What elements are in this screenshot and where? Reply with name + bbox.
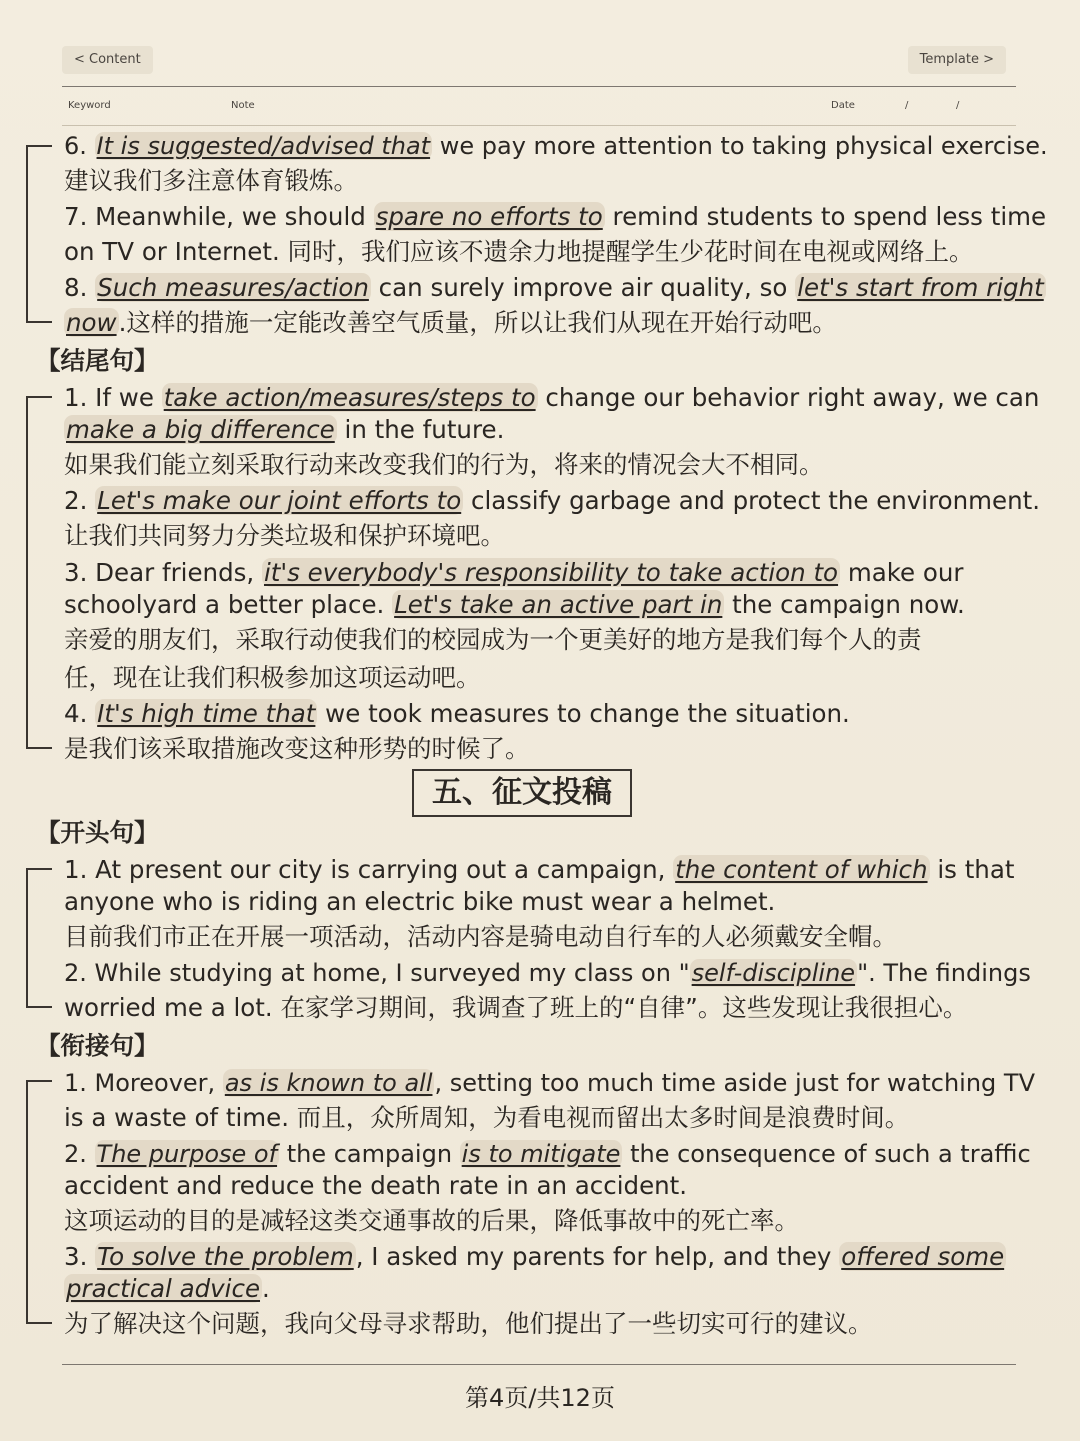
keyword-label: Keyword [68,100,111,111]
ending-1-en [64,382,1039,414]
highlight-phrase: it's everybody's responsibility to take action to [263,558,839,587]
text: 2. While studying at home, I surveyed my class on " [64,959,690,987]
text: 3. Dear friends, [64,558,262,587]
bracket-group-1 [26,145,28,323]
note-label: Note [231,100,255,111]
text: .这样的措施一定能改善空气质量，所以让我们从现在开始行动吧。 [118,308,837,337]
highlight-phrase: To solve the problem [97,1242,354,1271]
ending-3-cn-cont: 任，现在让我们积极参加这项运动吧。 [64,663,481,692]
highlight-phrase: is to mitigate [461,1140,621,1168]
text: is that [929,855,1015,884]
text: we took measures to change the situation. [317,699,850,728]
linking-2-cn: 这项运动的目的是减轻这类交通事故的后果，降低事故中的死亡率。 [64,1206,799,1235]
highlight-phrase: It is suggested/advised that [96,132,431,160]
meta-divider [62,125,1016,126]
sentence-7-cont: on TV or Internet. 同时，我们应该不遗余力地提醒学生少花时间在电视或网络上。 [64,237,974,266]
opening-1-en-cont: anyone who is riding an electric bike must wear a helmet. [64,887,776,916]
text: in the future. [336,415,505,444]
highlight-phrase: self-discipline [691,959,856,987]
highlight-phrase: Such measures/action [97,273,369,302]
text: 3. [64,1242,96,1271]
text: the campaign [279,1140,460,1168]
text: 1. If we [64,383,162,412]
highlight-phrase: spare no efforts to [375,202,603,231]
text: , setting too much time aside just for watching TV [434,1069,1035,1097]
linking-1-cont: is a waste of time. 而且，众所周知，为看电视而留出太多时间是浪费时间。 [64,1103,910,1132]
header-divider [62,86,1016,87]
date-slash-2: / [956,100,960,111]
linking-3-en [64,1241,1006,1273]
highlight-phrase: practical advice [66,1274,261,1303]
ending-3-en [64,557,964,589]
section-title: 五、征文投稿 [412,769,632,817]
highlight-phrase: let's start from right [797,273,1044,302]
linking-3-cn: 为了解决这个问题，我向父母寻求帮助，他们提出了一些切实可行的建议。 [64,1309,873,1338]
text: we pay more attention to taking physical exercise. [432,132,1048,160]
linking-2-en-cont: accident and reduce the death rate in an accident. [64,1171,688,1200]
highlight-phrase: now [66,308,117,337]
ending-2-en [64,485,1040,517]
highlight-phrase: make a big difference [66,415,335,444]
text: the campaign now. [724,590,965,619]
date-slash-1: / [905,100,909,111]
ending-3-cn: 亲爱的朋友们，采取行动使我们的校园成为一个更美好的地方是我们每个人的责 [64,625,922,654]
sentence-6-en [64,130,1048,162]
footer-divider [62,1364,1016,1365]
bracket-group-2 [26,396,28,749]
date-label: Date [831,100,855,111]
text: make our [840,558,964,587]
text: 1. Moreover, [64,1069,223,1097]
ending-4-en [64,698,850,730]
highlight-phrase: The purpose of [96,1140,278,1168]
linking-2-en [64,1138,1031,1170]
highlight-phrase: take action/measures/steps to [163,383,536,412]
content-back-button[interactable]: < Content [62,46,153,74]
sentence-6-cn: 建议我们多注意体育锻炼。 [64,166,358,195]
opening-2-cont: worried me a lot. 在家学习期间，我调查了班上的“自律”。这些发现让我很担心。 [64,993,968,1022]
template-next-button[interactable]: Template > [908,46,1006,74]
highlight-phrase: as is known to all [224,1069,433,1097]
ending-4-cn: 是我们该采取措施改变这种形势的时候了。 [64,734,530,763]
highlight-phrase: Let's take an active part in [394,590,723,619]
text: can surely improve air quality, so [370,273,796,302]
heading-linking-sentences: 【衔接句】 [36,1031,159,1060]
ending-2-cn: 让我们共同努力分类垃圾和保护环境吧。 [64,521,505,550]
ending-3-en-cont [64,589,965,621]
opening-1-en [64,854,1014,886]
text: 4. [64,699,96,728]
sentence-7-en [64,201,1046,233]
text: 1. At present our city is carrying out a campaign, [64,855,674,884]
opening-2-en [64,957,1031,989]
heading-ending-sentences: 【结尾句】 [36,346,159,375]
highlight-phrase: offered some [841,1242,1005,1271]
ending-1-en-cont [64,414,504,446]
opening-1-cn: 目前我们市正在开展一项活动，活动内容是骑电动自行车的人必须戴安全帽。 [64,922,897,951]
text: 2. [64,1140,95,1168]
text: the consequence of such a traffic [622,1140,1031,1168]
top-navigation [62,46,1006,74]
highlight-phrase: Let's make our joint efforts to [97,486,462,515]
text: . [262,1274,270,1303]
heading-opening-sentences: 【开头句】 [36,818,159,847]
text: change our behavior right away, we can [537,383,1040,412]
text: , I asked my parents for help, and they [355,1242,840,1271]
text: remind students to spend less time [604,202,1047,231]
text: classify garbage and protect the environment. [463,486,1041,515]
text: ". The findings [857,959,1031,987]
text: 2. [64,486,96,515]
linking-3-en-cont [64,1273,270,1305]
linking-1-en [64,1067,1035,1099]
bracket-group-4 [26,1080,28,1324]
text: schoolyard a better place. [64,590,393,619]
text: 6. [64,132,95,160]
ending-1-cn: 如果我们能立刻采取行动来改变我们的行为，将来的情况会大不相同。 [64,450,824,479]
text: 7. Meanwhile, we should [64,202,374,231]
sentence-8-en [64,272,1046,304]
text: 8. [64,273,96,302]
highlight-phrase: It's high time that [97,699,316,728]
page-indicator: 第4页/共12页 [465,1384,615,1412]
bracket-group-3 [26,868,28,1008]
highlight-phrase: the content of which [675,855,928,884]
sentence-8-cont [64,307,837,339]
